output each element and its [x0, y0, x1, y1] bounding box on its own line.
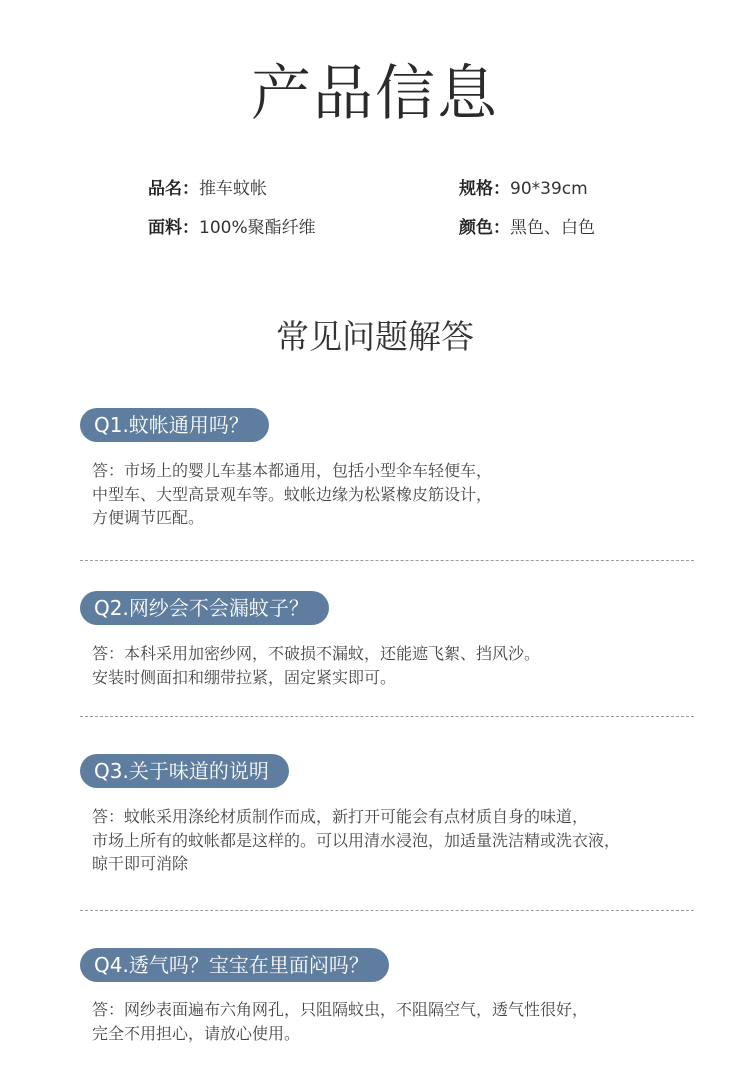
- faq-answer-3: [92, 805, 620, 876]
- spec-color: [459, 216, 595, 240]
- spec-size-label: 规格：: [459, 179, 510, 199]
- spec-name-label: 品名：: [148, 179, 199, 199]
- spec-color-value: 黑色、白色: [510, 218, 595, 238]
- faq-title: 常见问题解答: [276, 317, 474, 356]
- faq-question-4: Q4.透气吗？宝宝在里面闷吗？: [80, 948, 389, 982]
- spec-size: [459, 177, 588, 201]
- faq-answer-line: 答：本科采用加密纱网，不破损不漏蚊，还能遮飞絮、挡风沙。: [92, 644, 541, 663]
- spec-material: [148, 216, 316, 240]
- faq-answer-line: 中型车、大型高景观车等。蚊帐边缘为松紧橡皮筋设计，: [92, 484, 493, 504]
- faq-question-3: Q3.关于味道的说明: [80, 754, 289, 788]
- faq-answer-line: 答：蚊帐采用涤纶材质制作而成，新打开可能会有点材质自身的味道，: [92, 807, 589, 826]
- spec-material-value: 100%聚酯纤维: [199, 218, 316, 238]
- spec-material-label: 面料：: [148, 218, 199, 238]
- faq-question-1: Q1.蚊帐通用吗？: [80, 408, 269, 442]
- spec-size-value: 90*39cm: [510, 179, 588, 199]
- faq-answer-line: 完全不用担心，请放心使用。: [92, 1023, 301, 1043]
- spec-name: [148, 177, 267, 201]
- faq-answer-line: 答：网纱表面遍布六角网孔，只阻隔蚊虫，不阻隔空气，透气性很好，: [92, 1000, 589, 1019]
- faq-answer-line: 市场上所有的蚊帐都是这样的。可以用清水浸泡，加适量洗洁精或洗衣液，: [92, 830, 621, 850]
- faq-answer-line: 晾干即可消除: [92, 854, 189, 873]
- faq-answer-4: [92, 998, 588, 1045]
- page-title: 产品信息: [251, 59, 499, 129]
- faq-answer-2: [92, 642, 540, 689]
- spec-name-value: 推车蚊帐: [199, 179, 267, 199]
- faq-answer-line: 安装时侧面扣和绷带拉紧，固定紧实即可。: [92, 667, 397, 687]
- spec-color-label: 颜色：: [459, 218, 510, 238]
- faq-answer-line: 方便调节匹配。: [92, 508, 205, 527]
- faq-answer-1: [92, 459, 492, 530]
- faq-question-2: Q2.网纱会不会漏蚊子？: [80, 591, 329, 625]
- faq-divider: [80, 716, 694, 717]
- faq-divider: [80, 560, 694, 561]
- faq-answer-line: 答：市场上的婴儿车基本都通用，包括小型伞车轻便车，: [92, 461, 493, 480]
- faq-divider: [80, 910, 694, 911]
